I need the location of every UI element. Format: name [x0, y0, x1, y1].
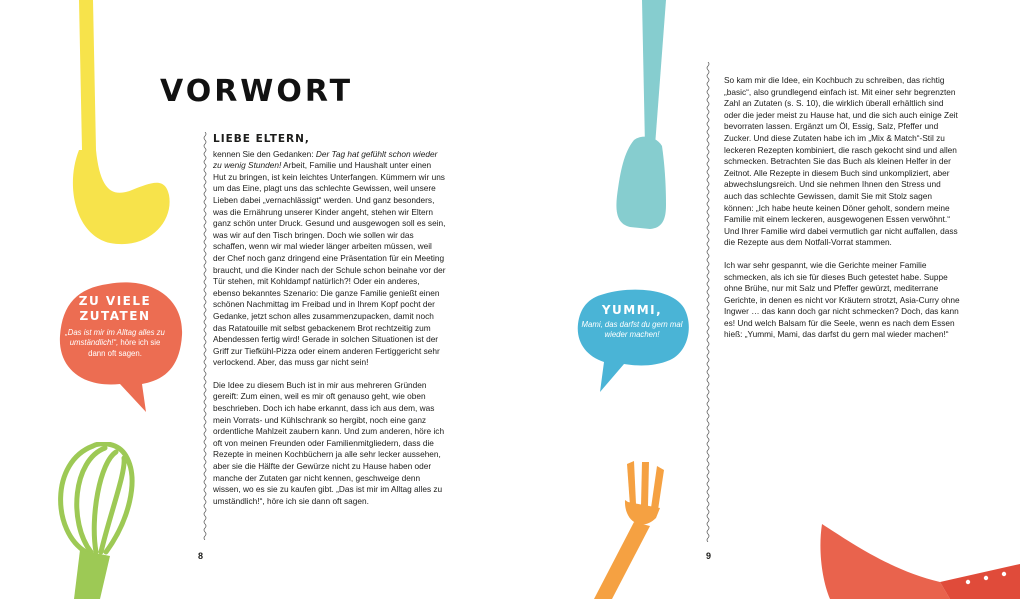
bubble-left-title-line1: ZU VIELE [78, 294, 152, 308]
bubble-left [62, 294, 168, 359]
page-number-right: 9 [706, 551, 712, 561]
left-paragraph-1 [213, 149, 446, 369]
greeting: LIEBE ELTERN, [213, 133, 310, 145]
bubble-left-attribution: höre ich sie dann oft sagen. [88, 338, 161, 358]
intro-text: kennen Sie den Gedanken: [213, 148, 316, 159]
ladle-icon [70, 0, 180, 250]
left-paragraph-2: Die Idee zu diesem Buch ist in mir aus mehreren Gründen gereift: Zum einen, weil es mir oft genauso geht, wie oben beschrieben. Doch ich habe erkannt, dass ich aus dem, was mein Vorrats- und Kühlschrank so hergibt, noch eine ganz ordentliche Mahlzeit zaubern kann. Und zum anderen, höre ich oft von meinen Freunden oder Familienmitgliedern, dass die Rezepte in meinen Kochbüchern ja alle sehr lecker aussehen, aber sie die Hälfte der Gewürze nicht zu Hause haben oder manche der Zutaten gar nicht kennen, geschweige denn wissen, wo es sie zu kaufen gibt. „Das ist mir im Alltag alles zu umständlich!“, höre ich sie dann oft sagen. [213, 379, 445, 506]
bubble-left-quote: „Das ist mir im Alltag alles zu umständlich!“, [65, 328, 165, 348]
wavy-divider-left [203, 132, 207, 540]
bubble-left-title-line2: ZUTATEN [79, 309, 151, 323]
paragraph1-rest: Arbeit, Familie und Haushalt unter einen Hut zu bringen, ist kein leichtes Unterfangen. Kümmern wir uns um das Eine, plagt uns das schlechte Gewissen, weil unsere Lieben dabei „vernachlässigt“ werden. Und ganz besonders, was die Ernährung unserer Kinder angeht, stehen wir Eltern ganz schön unter Druck. Gesund und ausgewogen soll es sein, was wir auf den Tisch bringen. Doch wie sollen wir das schaffen, wenn wir mal wieder länger arbeiten müssen, weil der Chef noch ganz dringend eine Präsentation für ein Meeting braucht, und die Kinder nach der Schule schon beinahe vor der Tür stehen, mit Kohldampf natürlich?! Oder ein anderes, ebenso bekanntes Szenario: Die ganze Familie genießt einen schönen Nachmittag im Freibad und in Ihrem Kopf pocht der Gedanke, jetzt schon alles zusammenzupacken, damit noch das Ratatouille mit selbst gebackenem Brot rechtzeitig zum Abendessen fertig wird! Gerade in solchen Situationen ist der Griff zur Tiefkühl-Pizza oder einem anderen Fertiggericht sehr verlockend. Aber, das muss gar nicht sein! [213, 160, 446, 368]
right-paragraph-2: Ich war sehr gespannt, wie die Gerichte meiner Familie schmecken, als ich sie für dieses Buch getestet habe. Suppe ohne Brühe, nur mit Salz und Pfeffer gewürzt, mediterrane Gerichte, in denen es nicht vor Kräutern strotzt, Asia-Curry ohne Ingwer … das kann doch gar nicht schmecken? Doch, das kann es! Und welch Balsam für die Seele, wenn es nach dem Essen hieß: „Yummi, Mami, das darfst du gern mal wieder machen!“ [724, 259, 960, 340]
bubble-right-quote: Mami, das darfst du gern mal wieder machen! [581, 320, 683, 340]
right-page-text [724, 75, 960, 352]
bubble-right-title: YUMMI, [601, 303, 663, 317]
wavy-divider-right [706, 62, 710, 542]
knife-icon [820, 520, 1020, 599]
fork-icon [572, 456, 692, 599]
page-title: VORWORT [160, 74, 354, 109]
bubble-left-body [62, 328, 168, 359]
whisk-icon [48, 442, 138, 599]
bubble-right [580, 303, 684, 341]
left-page-text [213, 134, 446, 518]
page-number-left: 8 [198, 551, 204, 561]
spatula-icon [600, 0, 680, 230]
right-paragraph-1: So kam mir die Idee, ein Kochbuch zu schreiben, das richtig „basic“, also grundlegend einfach ist. Mit einer sehr begrenzten Zahl an Zutaten (s. S. 10), die wirklich überall erhältlich sind oder die jeder meist zu Hause hat, und die sich auch einige Zeit bevorraten lassen. Ergänzt um Öl, Essig, Salz, Pfeffer und Zucker. Und diese Zutaten habe ich im „Mix & Match“-Stil zu leckeren Rezepten kombiniert, die rasch gekocht sind und allen schmecken. Betrachten Sie das Buch als kleinen Helfer in der Zeitnot. Alle Rezepte in diesem Buch sind unkompliziert, aber abwechslungsreich. Und sie nehmen Ihnen den Stress und auch das schlechte Gewissen, damit Sie mit Stolz sagen können: „Ich habe heute keinen Döner geholt, sondern meine Familie mit einem leckeren, ausgewogenen Essen verwöhnt.“ Und Ihrer Familie wird dabei vermutlich gar nicht auffallen, dass die Rezepte aus dem Notfall-Vorrat stammen. [724, 75, 958, 248]
intro-quote: Der Tag hat gefühlt schon wieder zu wenig Stunden! [213, 148, 438, 171]
